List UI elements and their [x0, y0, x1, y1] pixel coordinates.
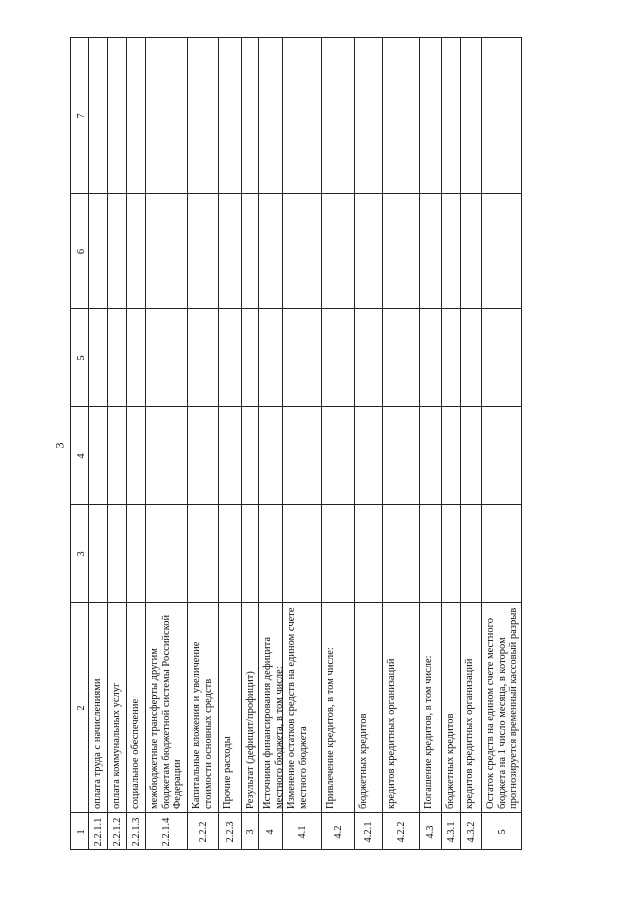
table-row: [126, 37, 145, 850]
row-name-cell: [188, 602, 218, 812]
value-cell: [420, 193, 441, 308]
value-cell: [242, 37, 258, 193]
value-cell: [442, 406, 460, 504]
value-cell: [259, 193, 282, 308]
column-number: 3: [76, 551, 87, 557]
row-name: оплата коммунальных услуг: [111, 682, 122, 809]
row-code: 4.3: [425, 825, 437, 839]
table-row: [187, 37, 218, 850]
value-cell: [108, 37, 126, 193]
cash-flow-table: [70, 37, 605, 850]
row-name: Погашение кредитов, в том числе:: [423, 655, 434, 809]
row-code-cell: [420, 812, 441, 850]
row-code: 4.3.2: [465, 821, 477, 843]
header-cell: [71, 812, 88, 850]
value-cell: [108, 193, 126, 308]
value-cell: [219, 193, 241, 308]
value-cell: [89, 37, 107, 193]
row-name: Капитальные вложения и увеличение стоимости основных средств: [191, 641, 214, 809]
value-cell: [420, 308, 441, 406]
row-code: 2.2.2: [197, 821, 209, 843]
value-cell: [188, 193, 218, 308]
row-name-cell: [442, 602, 460, 812]
value-cell: [442, 308, 460, 406]
row-name: межбюджетные трансферты другим бюджетам бюджетной системы Российской Федерации: [149, 614, 183, 809]
value-cell: [242, 193, 258, 308]
table-row: [88, 37, 107, 850]
column-number: 4: [76, 453, 87, 459]
value-cell: [322, 193, 354, 308]
value-cell: [461, 37, 481, 193]
row-code: 4.2: [332, 825, 344, 839]
value-cell: [219, 504, 241, 602]
value-cell: [420, 504, 441, 602]
row-name-cell: [127, 602, 145, 812]
header-cell: [71, 406, 88, 504]
table-row: [441, 37, 460, 850]
table-row: [481, 37, 522, 850]
page-number: 3: [52, 442, 67, 449]
value-cell: [283, 308, 321, 406]
value-cell: [219, 37, 241, 193]
row-name: оплата труда с начислениями: [92, 678, 103, 809]
value-cell: [355, 504, 382, 602]
value-cell: [146, 308, 187, 406]
row-code-cell: [89, 812, 107, 850]
value-cell: [355, 406, 382, 504]
row-code-cell: [219, 812, 241, 850]
value-cell: [383, 504, 419, 602]
row-name: кредитов кредитных организаций: [464, 658, 475, 809]
row-name: Прочие расходы: [222, 736, 233, 809]
value-cell: [322, 37, 354, 193]
value-cell: [242, 406, 258, 504]
value-cell: [482, 504, 521, 602]
row-code-cell: [259, 812, 282, 850]
table-row: [354, 37, 382, 850]
value-cell: [219, 406, 241, 504]
value-cell: [482, 193, 521, 308]
table-row: [460, 37, 481, 850]
column-number: 2: [76, 705, 87, 711]
row-code: 2.2.1.1: [92, 817, 104, 847]
row-name-cell: [383, 602, 419, 812]
row-name-cell: [146, 602, 187, 812]
value-cell: [420, 406, 441, 504]
column-number: 5: [76, 355, 87, 361]
value-cell: [383, 37, 419, 193]
value-cell: [108, 406, 126, 504]
value-cell: [383, 406, 419, 504]
row-code-cell: [127, 812, 145, 850]
table-row: [419, 37, 441, 850]
value-cell: [283, 37, 321, 193]
value-cell: [89, 193, 107, 308]
row-name: Изменение остатков средств на едином счете местного бюджета: [286, 607, 309, 809]
row-code: 2.2.1.3: [130, 817, 142, 847]
row-name-cell: [259, 602, 285, 812]
header-cell: [71, 504, 88, 602]
row-code: 4: [265, 829, 277, 835]
row-code-cell: [322, 812, 354, 850]
value-cell: [283, 193, 321, 308]
value-cell: [283, 406, 321, 504]
value-cell: [442, 37, 460, 193]
row-name-cell: [322, 602, 354, 812]
value-cell: [461, 406, 481, 504]
table-row: [241, 37, 258, 850]
row-code-cell: [383, 812, 419, 850]
row-code-cell: [482, 812, 521, 850]
value-cell: [259, 308, 282, 406]
value-cell: [188, 37, 218, 193]
table-row: [382, 37, 419, 850]
row-name: Результат (дефицит/профицит): [245, 671, 256, 809]
row-code: 2.2.1.2: [111, 817, 123, 847]
value-cell: [322, 504, 354, 602]
value-cell: [420, 37, 441, 193]
column-number: 1: [76, 829, 87, 835]
row-code-cell: [242, 812, 258, 850]
row-code-cell: [355, 812, 382, 850]
row-code-cell: [283, 812, 321, 850]
row-name: Источники финансирования дефицита местного бюджета, в том числе:: [262, 637, 285, 809]
table-header-row: [70, 37, 88, 850]
value-cell: [259, 37, 282, 193]
row-code: 4.2.2: [395, 821, 407, 843]
value-cell: [355, 37, 382, 193]
value-cell: [322, 406, 354, 504]
row-code-cell: [461, 812, 481, 850]
row-name-cell: [89, 602, 107, 812]
value-cell: [355, 193, 382, 308]
value-cell: [482, 37, 521, 193]
row-name: Привлечение кредитов, в том числе:: [325, 647, 336, 809]
value-cell: [461, 308, 481, 406]
value-cell: [127, 406, 145, 504]
header-cell: [71, 308, 88, 406]
value-cell: [146, 37, 187, 193]
value-cell: [188, 406, 218, 504]
row-name-cell: [283, 602, 321, 812]
row-code: 4.2.1: [363, 821, 375, 843]
value-cell: [259, 406, 282, 504]
value-cell: [108, 308, 126, 406]
row-code-cell: [108, 812, 126, 850]
row-name-cell: [219, 602, 241, 812]
table-row: [218, 37, 241, 850]
value-cell: [482, 406, 521, 504]
table-row: [107, 37, 126, 850]
column-number: 6: [76, 248, 87, 255]
value-cell: [188, 308, 218, 406]
row-code-cell: [188, 812, 218, 850]
value-cell: [127, 504, 145, 602]
row-name-cell: [242, 602, 258, 812]
row-code: 4.3.1: [445, 821, 457, 843]
row-name: Остаток средств на едином счете местного бюджета на 1 число месяца, в котором прогнозируется временный кассовый разрыв: [485, 607, 519, 809]
row-name-cell: [355, 602, 382, 812]
row-code-cell: [442, 812, 460, 850]
value-cell: [355, 308, 382, 406]
header-cell: [71, 602, 88, 812]
row-name: кредитов кредитных организаций: [386, 658, 397, 809]
value-cell: [461, 504, 481, 602]
table-row: [258, 37, 285, 850]
value-cell: [442, 193, 460, 308]
value-cell: [383, 193, 419, 308]
row-name-cell: [108, 602, 126, 812]
table-row: [145, 37, 187, 850]
value-cell: [242, 504, 258, 602]
row-name: бюджетных кредитов: [358, 713, 369, 809]
value-cell: [146, 193, 187, 308]
row-code: 3: [244, 829, 256, 835]
value-cell: [259, 504, 282, 602]
value-cell: [322, 308, 354, 406]
row-code-cell: [146, 812, 187, 850]
value-cell: [461, 193, 481, 308]
row-name: социальное обеспечение: [130, 698, 141, 809]
value-cell: [442, 504, 460, 602]
value-cell: [127, 193, 145, 308]
table-row: [321, 37, 354, 850]
row-name: бюджетных кредитов: [445, 713, 456, 809]
value-cell: [283, 504, 321, 602]
value-cell: [383, 308, 419, 406]
value-cell: [108, 504, 126, 602]
value-cell: [127, 308, 145, 406]
row-name-cell: [482, 602, 521, 812]
header-cell: [71, 193, 88, 308]
column-number: 7: [76, 113, 87, 119]
value-cell: [482, 308, 521, 406]
row-code: 4.1: [296, 825, 308, 839]
table-row: [282, 37, 321, 850]
value-cell: [89, 504, 107, 602]
value-cell: [242, 308, 258, 406]
value-cell: [89, 308, 107, 406]
row-name-cell: [420, 602, 441, 812]
row-code: 2.2.3: [224, 821, 236, 843]
header-cell: [71, 37, 88, 193]
value-cell: [127, 37, 145, 193]
value-cell: [146, 504, 187, 602]
value-cell: [89, 406, 107, 504]
row-code: 2.2.1.4: [161, 817, 173, 847]
value-cell: [219, 308, 241, 406]
row-code: 5: [496, 829, 508, 835]
value-cell: [188, 504, 218, 602]
value-cell: [146, 406, 187, 504]
row-name-cell: [461, 602, 481, 812]
